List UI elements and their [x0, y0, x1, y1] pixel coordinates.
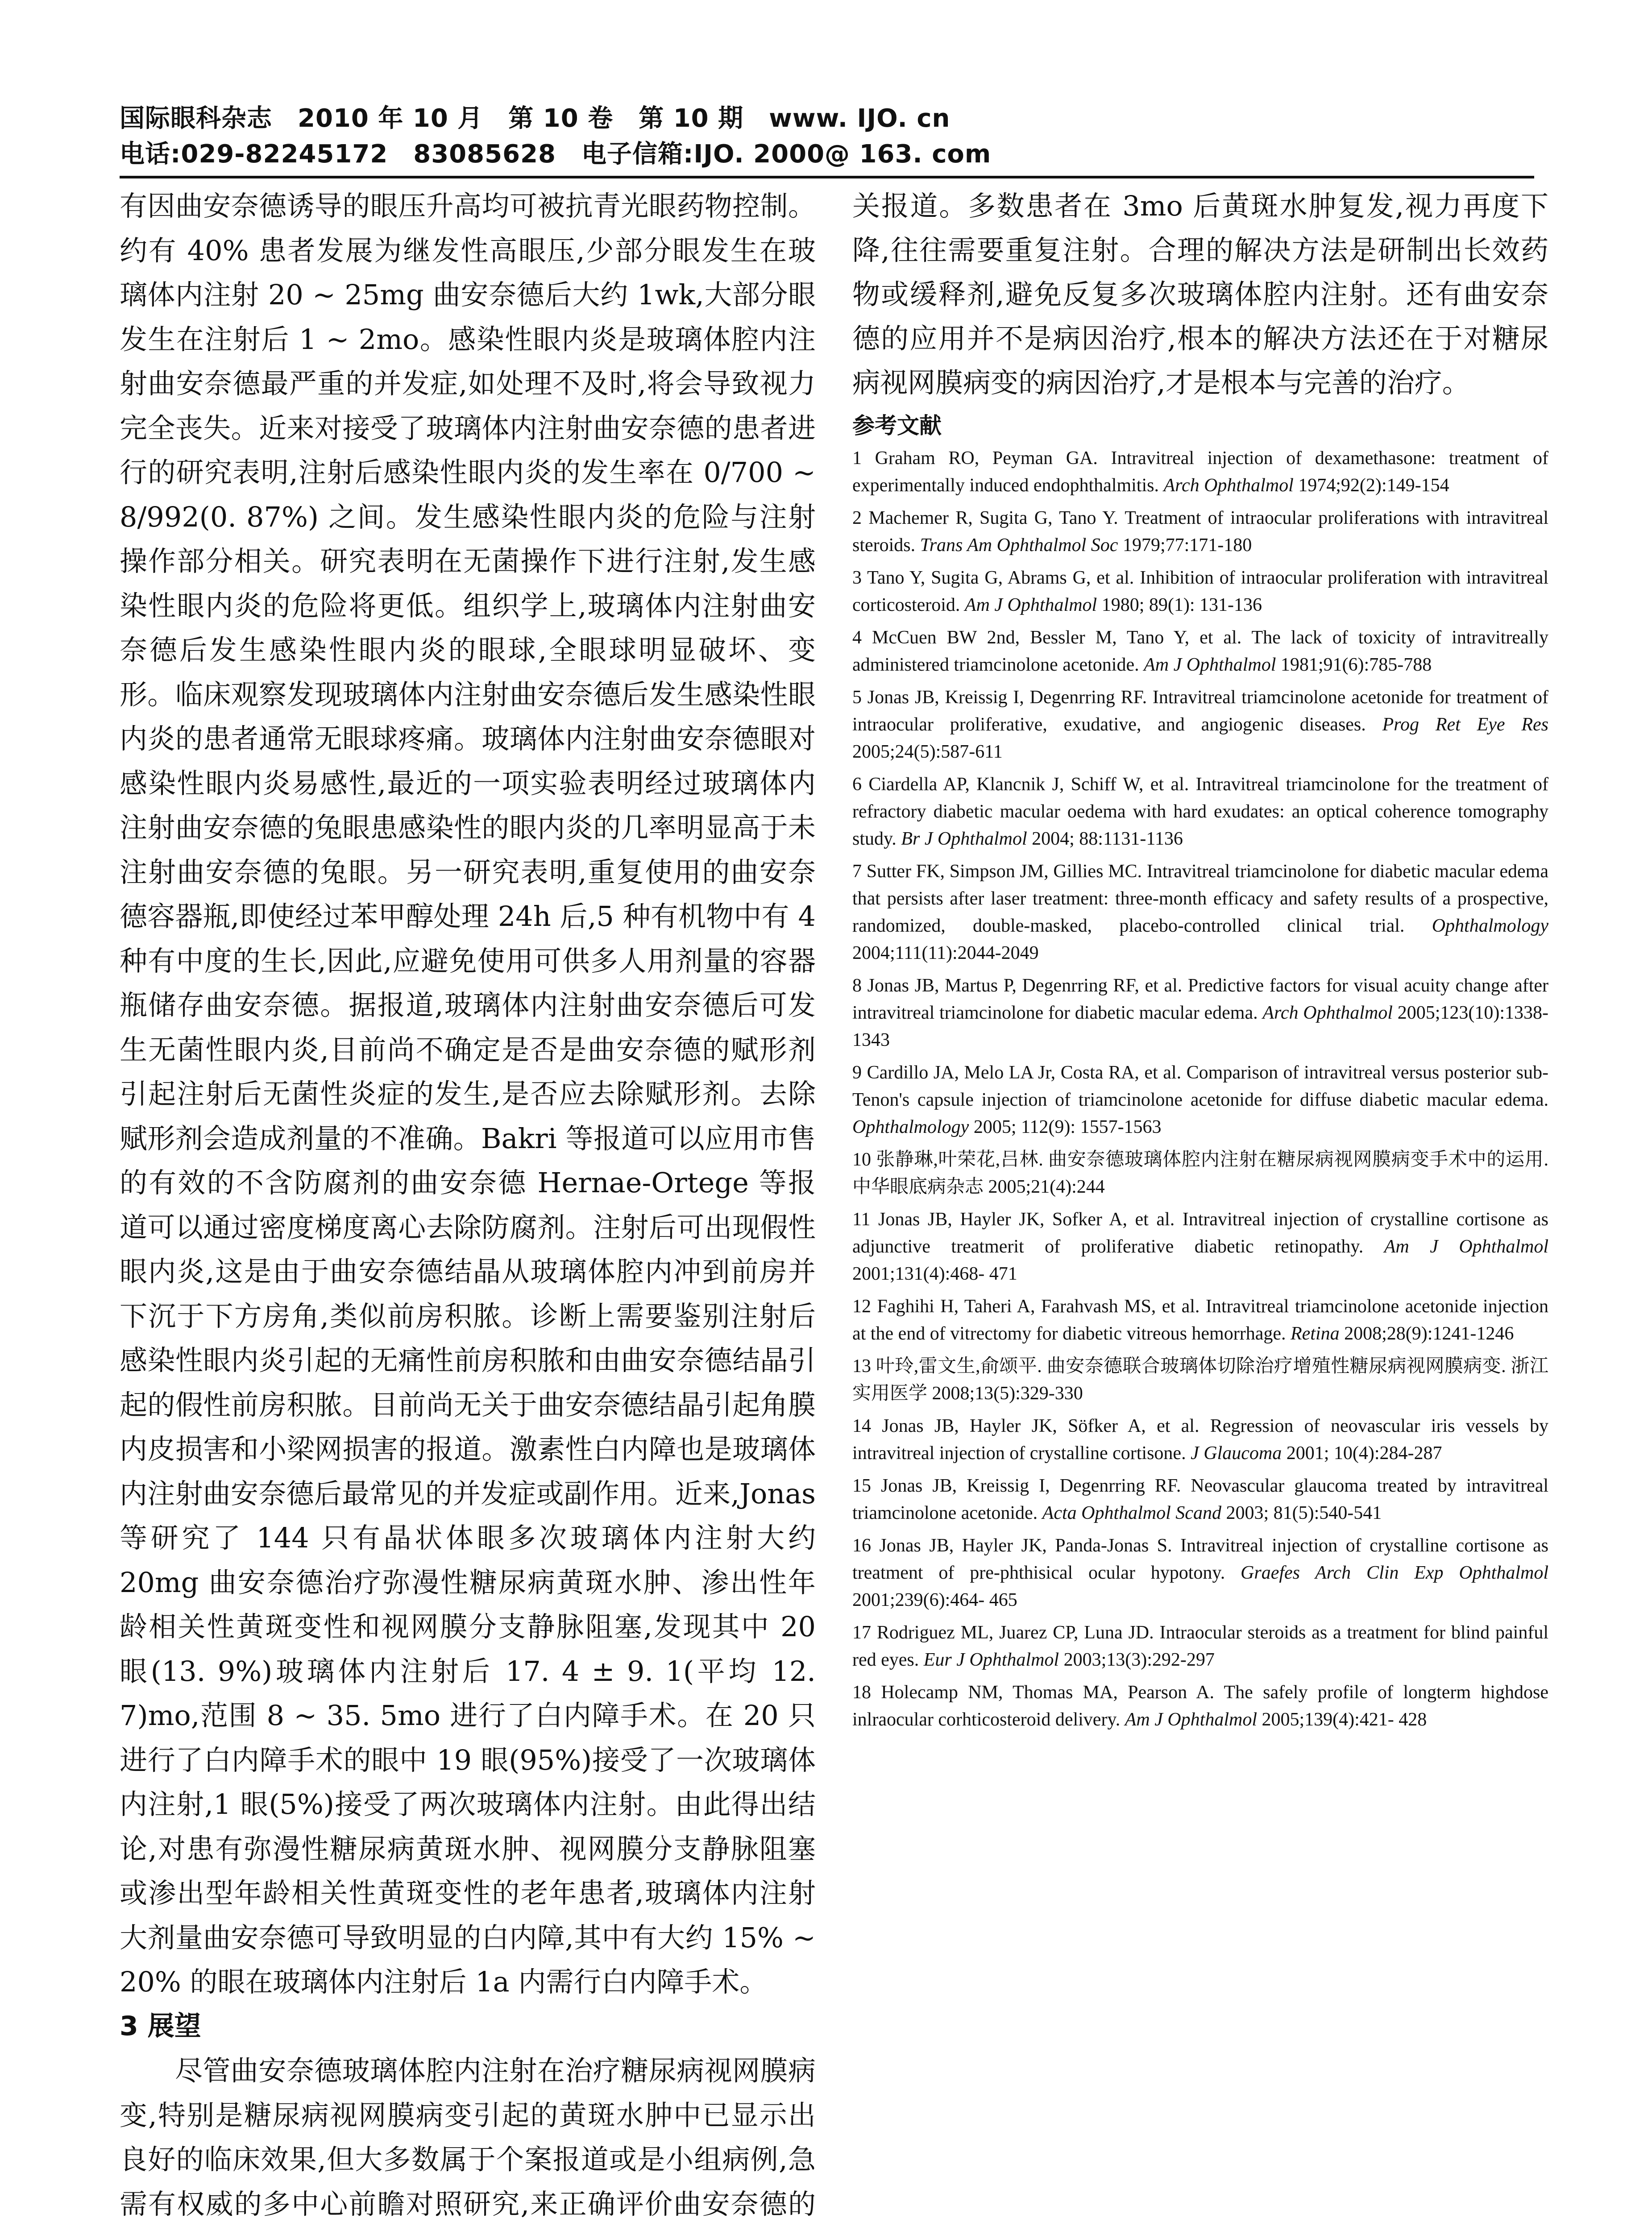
body-paragraph: 尽管曲安奈德玻璃体腔内注射在治疗糖尿病视网膜病变,特别是糖尿病视网膜病变引起的黄斑水肿中已显示出良好的临床效果,但大多数属于个案报道或是小组病例,急需有权威的多中心前瞻对照研究,来正确评价曲安奈德的: [120, 2054, 816, 2220]
reference-citation: 2005;24(5):587-611: [852, 742, 1003, 762]
reference-item: [852, 1413, 1548, 1467]
reference-journal: Am J Ophthalmol: [1125, 1709, 1257, 1730]
reference-item: [852, 1679, 1548, 1733]
reference-citation: 2008;28(9):1241-1246: [1339, 1323, 1514, 1344]
reference-journal: Ophthalmology: [1432, 916, 1548, 936]
reference-text: 9 Cardillo JA, Melo LA Jr, Costa RA, et al. Comparison of intravitreal versus posterior sub-Tenon's capsule injection of triamcinolone acetonide for diffuse diabetic macular edema.: [852, 1062, 1548, 1110]
reference-text: 13 叶玲,雷文生,俞颂平. 曲安奈德联合玻璃体切除治疗增殖性糖尿病视网膜病变. 浙江实用医学 2008;13(5):329-330: [852, 1356, 1548, 1404]
reference-text: 7 Sutter FK, Simpson JM, Gillies MC. Intravitreal triamcinolone for diabetic macular edema that persists after laser treatment: three-month efficacy and safety results of a prospective, randomized, double-masked, placebo-controlled clinical trial.: [852, 861, 1548, 936]
reference-item: [852, 1206, 1548, 1288]
reference-journal: Br J Ophthalmol: [901, 829, 1027, 849]
reference-citation: 2001;239(6):464- 465: [852, 1590, 1017, 1610]
reference-text: 11 Jonas JB, Hayler JK, Sofker A, et al. Intravitreal injection of crystalline cortisone as adjunctive treatmerit of proliferative diabetic retinopathy.: [852, 1209, 1548, 1257]
reference-item: [852, 1472, 1548, 1527]
section-heading: 3 展望: [120, 2010, 201, 2042]
reference-text: 14 Jonas JB, Hayler JK, Söfker A, et al. Regression of neovascular iris vessels by intravitreal injection of crystalline cortisone.: [852, 1416, 1548, 1464]
reference-text: 12 Faghihi H, Taheri A, Farahvash MS, et al. Intravitreal triamcinolone acetonide injection at the end of vitrectomy for diabetic vitreous hemorrhage.: [852, 1296, 1548, 1344]
reference-citation: 2005;123(10):1338-1343: [852, 1003, 1548, 1050]
reference-journal: Graefes Arch Clin Exp Ophthalmol: [1241, 1563, 1548, 1583]
reference-item: [852, 1059, 1548, 1141]
references-heading: 参考文献: [852, 413, 942, 439]
reference-citation: 2004; 88:1131-1136: [1027, 829, 1183, 849]
reference-item: [852, 771, 1548, 853]
reference-journal: Prog Ret Eye Res: [1382, 714, 1548, 735]
reference-text: 15 Jonas JB, Kreissig I, Degenrring RF. Neovascular glaucoma treated by intravitreal triamcinolone acetonide.: [852, 1476, 1548, 1523]
right-column: [852, 184, 1548, 1739]
reference-citation: 2001; 10(4):284-287: [1282, 1443, 1442, 1464]
reference-item: [852, 1353, 1548, 1407]
reference-journal: Arch Ophthalmol: [1262, 1003, 1393, 1023]
reference-item: [852, 564, 1548, 619]
reference-item: [852, 505, 1548, 559]
reference-item: [852, 858, 1548, 967]
reference-journal: Acta Ophthalmol Scand: [1042, 1503, 1221, 1523]
reference-journal: Trans Am Ophthalmol Soc: [920, 535, 1118, 556]
reference-citation: 1980; 89(1): 131-136: [1097, 595, 1262, 615]
reference-item: [852, 445, 1548, 499]
reference-text: 6 Ciardella AP, Klancnik J, Schiff W, et al. Intravitreal triamcinolone for the treatment of refractory diabetic macular oedema with hard exudates: an optical coherence tomography study.: [852, 774, 1548, 849]
body-paragraph: 有因曲安奈德诱导的眼压升高均可被抗青光眼药物控制。约有 40% 患者发展为继发性高眼压,少部分眼发生在玻璃体内注射 20 ~ 25mg 曲安奈德后大约 1wk,大部分眼发生在注射后 1 ~ 2mo。感染性眼内炎是玻璃体腔内注射曲安奈德最严重的并发症,如处理不及时,将会导致视力完全丧失。近来对接受了玻璃体内注射曲安奈德的患者进行的研究表明,注射后感染性眼内炎的发生率在 0/700 ~ 8/992(0. 87%) 之间。发生感染性眼内炎的危险与注射操作部分相关。研究表明在无菌操作下进行注射,发生感染性眼内炎的危险将更低。组织学上,玻璃体内注射曲安奈德后发生感染性眼内炎的眼球,全眼球明显破坏、变形。临床观察发现玻璃体内注射曲安奈德后发生感染性眼内炎的患者通常无眼球疼痛。玻璃体内注射曲安奈德眼对感染性眼内炎易感性,最近的一项实验表明经过玻璃体内注射曲安奈德的兔眼患感染性的眼内炎的几率明显高于未注射曲安奈德的兔眼。另一研究表明,重复使用的曲安奈德容器瓶,即使经过苯甲醇处理 24h 后,5 种有机物中有 4 种有中度的生长,因此,应避免使用可供多人用剂量的容器瓶储存曲安奈德。据报道,玻璃体内注射曲安奈德后可发生无菌性眼内炎,目前尚不确定是否是曲安奈德的赋形剂引起注射后无菌性炎症的发生,是否应去除赋形剂。去除赋形剂会造成剂量的不准确。Bakri 等报道可以应用市售的有效的不含防腐剂的曲安奈德 Hernae-Ortege 等报道可以通过密度梯度离心去除防腐剂。注射后可出现假性眼内炎,这是由于曲安奈德结晶从玻璃体腔内冲到前房并下沉于下方房角,类似前房积脓。诊断上需要鉴别注射后感染性眼内炎引起的无痛性前房积脓和由曲安奈德结晶引起的假性前房积脓。目前尚无关于曲安奈德结晶引起角膜内皮损害和小梁网损害的报道。激素性白内障也是玻璃体内注射曲安奈德后最常见的并发症或副作用。近来,Jonas 等研究了 144 只有晶状体眼多次玻璃体内注射大约 20mg 曲安奈德治疗弥漫性糖尿病黄斑水肿、渗出性年龄相关性黄斑变性和视网膜分支静脉阻塞,发现其中 20 眼(13. 9%)玻璃体内注射后 17. 4 ± 9. 1(平均 12. 7)mo,范围 8 ~ 35. 5mo 进行了白内障手术。在 20 只进行了白内障手术的眼中 19 眼(95%)接受了一次玻璃体内注射,1 眼(5%)接受了两次玻璃体内注射。由此得出结论,对患有弥漫性糖尿病黄斑水肿、视网膜分支静脉阻塞或渗出型年龄相关性黄斑变性的老年患者,玻璃体内注射大剂量曲安奈德可导致明显的白内障,其中有大约 15% ~ 20% 的眼在玻璃体内注射后 1a 内需行白内障手术。: [120, 190, 816, 1998]
reference-item: [852, 684, 1548, 766]
reference-citation: 1981;91(6):785-788: [1276, 655, 1432, 675]
body-paragraph: 关报道。多数患者在 3mo 后黄斑水肿复发,视力再度下降,往往需要重复注射。合理的解决方法是研制出长效药物或缓释剂,避免反复多次玻璃体腔内注射。还有曲安奈德的应用并不是病因治疗,根本的解决方法还在于对糖尿病视网膜病变的病因治疗,才是根本与完善的治疗。: [852, 190, 1548, 399]
reference-text: 16 Jonas JB, Hayler JK, Panda-Jonas S. Intravitreal injection of crystalline cortisone as treatment of pre-phthisical ocular hypotony.: [852, 1535, 1548, 1583]
reference-journal: Am J Ophthalmol: [964, 595, 1097, 615]
reference-text: 5 Jonas JB, Kreissig I, Degenrring RF. Intravitreal triamcinolone acetonide for treatment of intraocular proliferative, exudative, and angiogenic diseases.: [852, 687, 1548, 735]
reference-item: [852, 972, 1548, 1054]
reference-item: [852, 1293, 1548, 1348]
reference-citation: 2003;13(3):292-297: [1059, 1650, 1215, 1670]
reference-journal: Am J Ophthalmol: [1144, 655, 1276, 675]
reference-text: 1 Graham RO, Peyman GA. Intravitreal injection of dexamethasone: treatment of experimentally induced endophthalmitis.: [852, 448, 1548, 496]
reference-text: 8 Jonas JB, Martus P, Degenrring RF, et al. Predictive factors for visual acuity change after intravitreal triamcinolone for diabetic macular edema.: [852, 975, 1548, 1023]
reference-journal: Arch Ophthalmol: [1163, 475, 1294, 496]
reference-citation: 1979;77:171-180: [1118, 535, 1252, 556]
reference-journal: Am J Ophthalmol: [1384, 1236, 1548, 1257]
reference-text: 17 Rodriguez ML, Juarez CP, Luna JD. Intraocular steroids as a treatment for blind painful red eyes.: [852, 1622, 1548, 1670]
reference-journal: Eur J Ophthalmol: [923, 1650, 1059, 1670]
journal-header-line-2: 电话:029-82245172 83085628 电子信箱:IJO. 2000@ 163. com: [120, 140, 992, 169]
reference-item: [852, 624, 1548, 679]
reference-journal: Ophthalmology: [852, 1117, 969, 1137]
reference-item: [852, 1532, 1548, 1614]
reference-text: 18 Holecamp NM, Thomas MA, Pearson A. The safely profile of longterm highdose inlraocular corhticosteroid delivery.: [852, 1682, 1548, 1730]
reference-text: 3 Tano Y, Sugita G, Abrams G, et al. Inhibition of intraocular proliferation with intravitreal corticosteroid.: [852, 568, 1548, 615]
reference-item: [852, 1146, 1548, 1201]
reference-text: 4 McCuen BW 2nd, Bessler M, Tano Y, et al. The lack of toxicity of intravitreally administered triamcinolone acetonide.: [852, 627, 1548, 675]
reference-citation: 2005; 112(9): 1557-1563: [969, 1117, 1162, 1137]
reference-citation: 2004;111(11):2044-2049: [852, 943, 1039, 963]
reference-citation: 2003; 81(5):540-541: [1221, 1503, 1382, 1523]
journal-header: [120, 101, 1534, 178]
reference-journal: Retina: [1290, 1323, 1340, 1344]
reference-text: 2 Machemer R, Sugita G, Tano Y. Treatment of intraocular proliferations with intravitreal steroids.: [852, 508, 1548, 556]
reference-citation: 2005;139(4):421- 428: [1257, 1709, 1427, 1730]
journal-header-line-1: 国际眼科杂志 2010 年 10 月 第 10 卷 第 10 期 www. IJO. cn: [120, 104, 951, 133]
reference-citation: 1974;92(2):149-154: [1293, 475, 1449, 496]
reference-item: [852, 1619, 1548, 1674]
reference-journal: J Glaucoma: [1191, 1443, 1282, 1464]
reference-list: [852, 445, 1548, 1733]
reference-citation: 2001;131(4):468- 471: [852, 1264, 1017, 1284]
left-column: [120, 184, 816, 2231]
reference-text: 10 张静琳,叶荣花,吕林. 曲安奈德玻璃体腔内注射在糖尿病视网膜病变手术中的运用. 中华眼底病杂志 2005;21(4):244: [852, 1149, 1548, 1197]
